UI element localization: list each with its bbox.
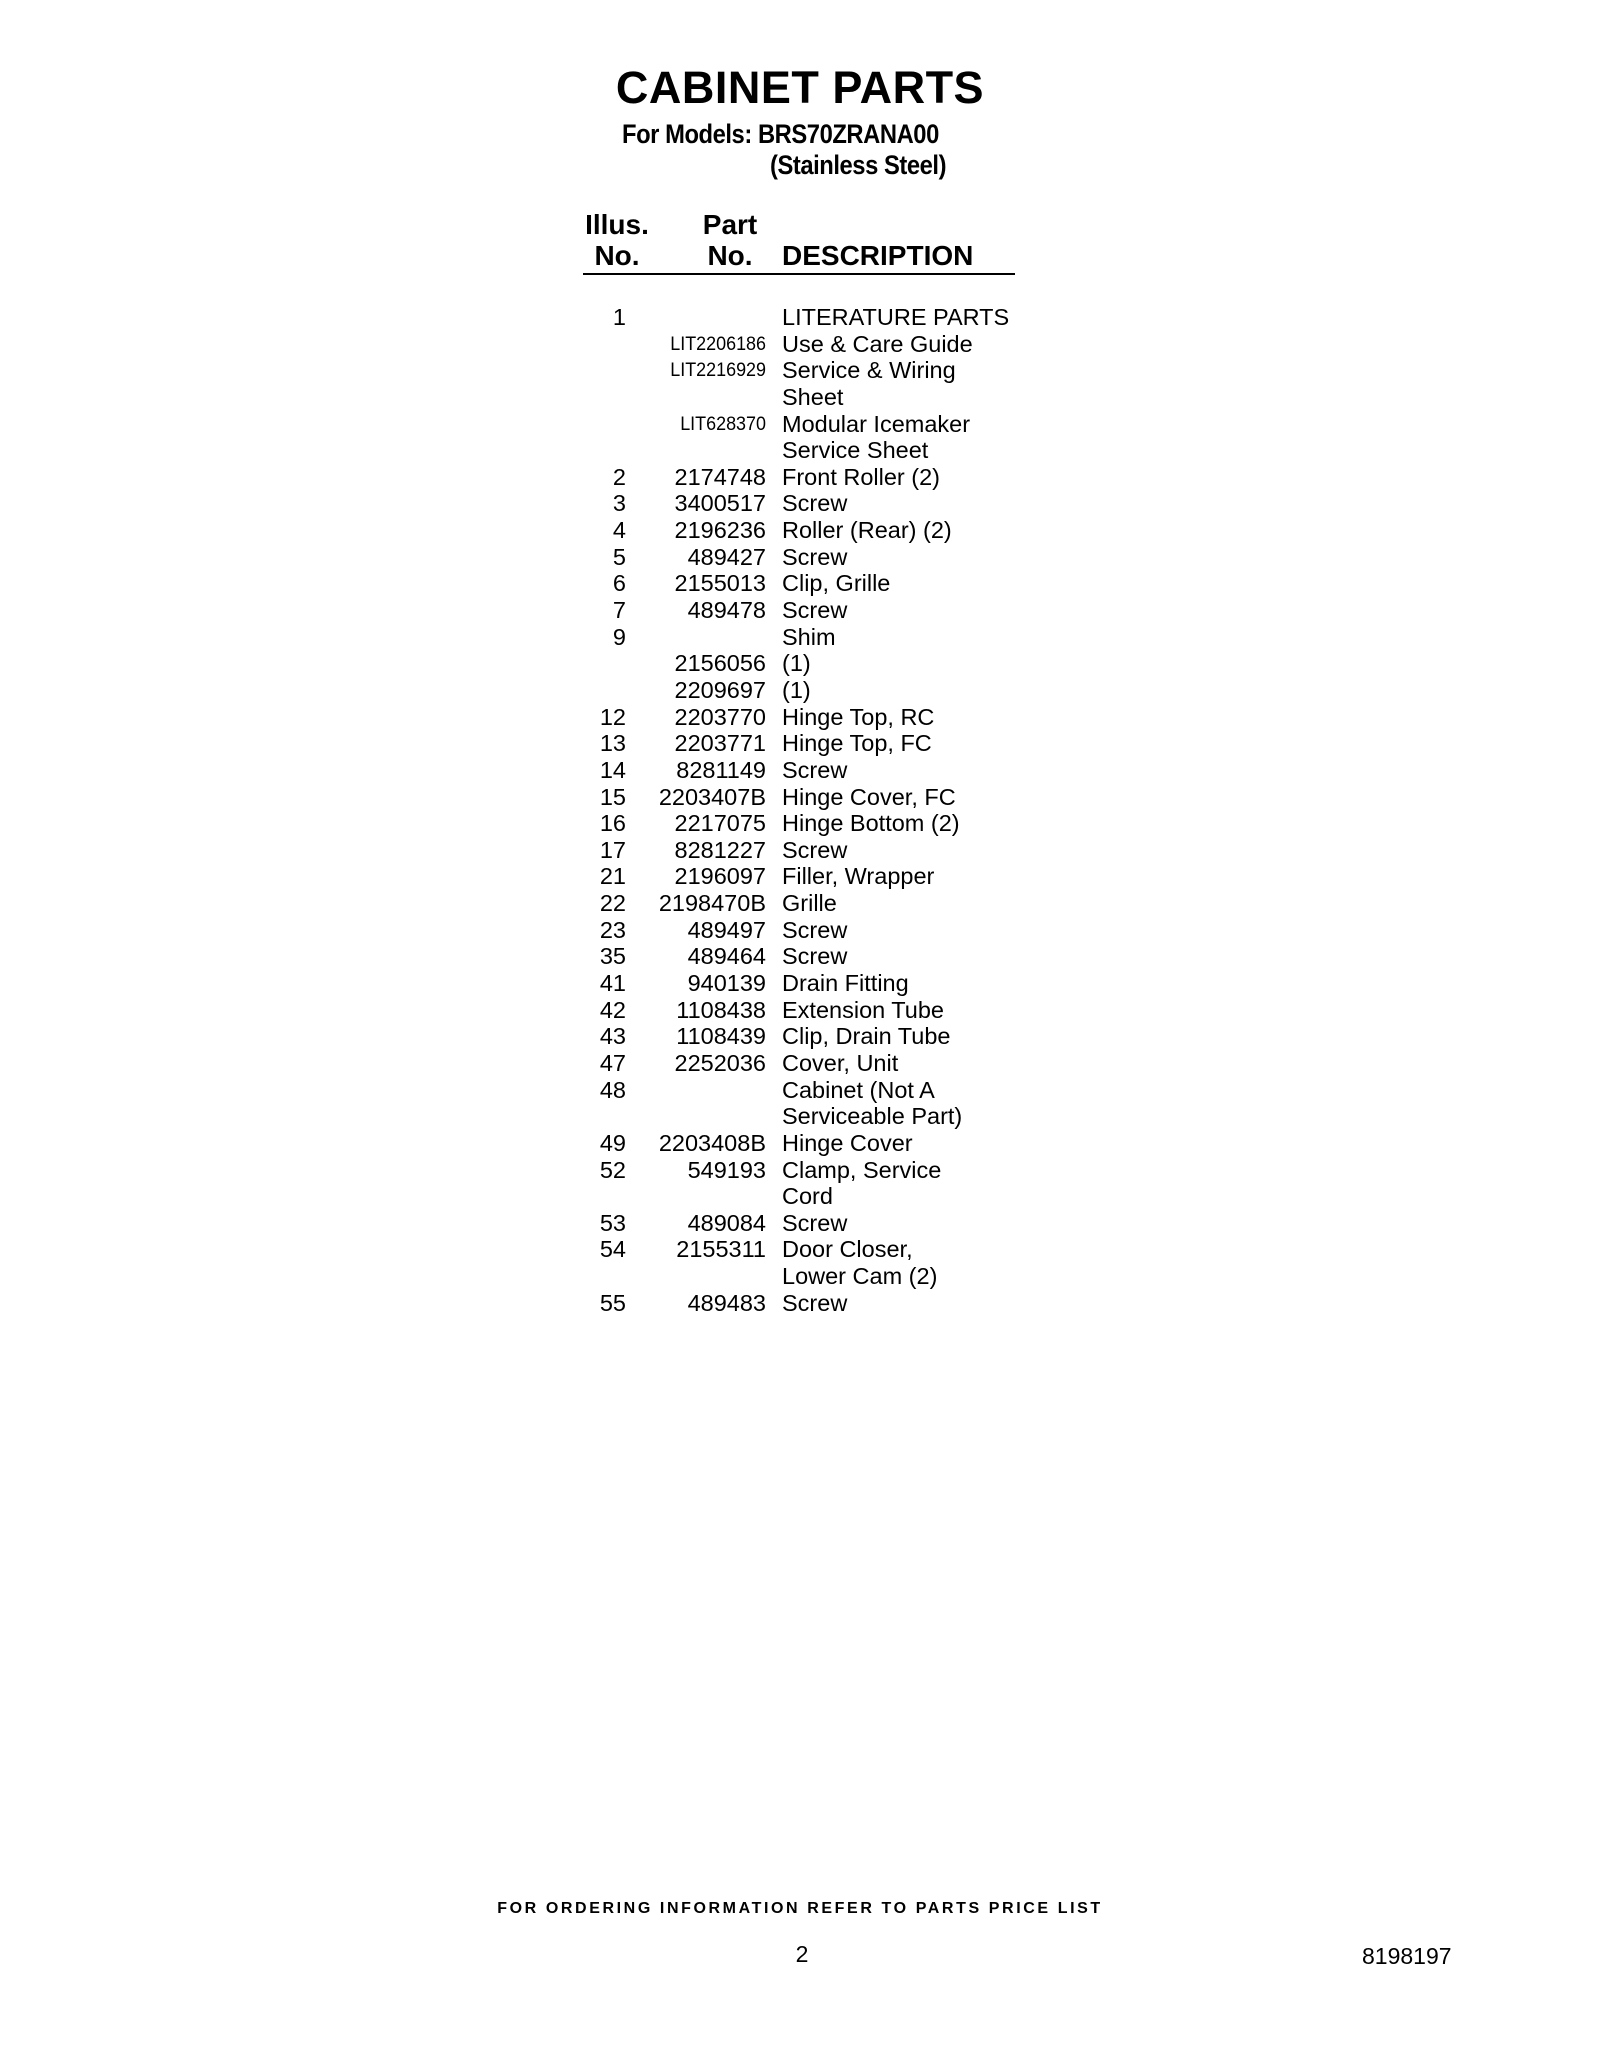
part-number: 2174748 [674,463,766,490]
parts-row [0,1077,1600,1104]
illus-number: 6 [612,570,626,597]
part-description: Screw [782,597,848,624]
part-description: LITERATURE PARTS [782,304,1010,330]
part-description: Screw [782,836,848,863]
illus-number: 4 [612,517,626,544]
part-description: Screw [782,756,848,783]
part-description: Shim [782,623,836,650]
parts-row [0,544,1600,571]
part-description: Screw [782,1289,848,1316]
part-number: LIT628370 [680,412,766,435]
part-description: Clip, Grille [782,570,891,597]
part-description: Screw [782,943,848,970]
illus-number: 7 [612,597,626,624]
illus-number: 22 [599,890,626,917]
part-number: 2156056 [674,650,766,677]
parts-row [0,784,1600,811]
part-number: 2209697 [674,676,766,703]
parts-row [0,837,1600,864]
parts-row [0,517,1600,544]
part-description: Cabinet (Not A [782,1076,935,1103]
parts-row [0,917,1600,944]
illus-number: 53 [599,1209,626,1236]
part-number: 549193 [687,1156,766,1183]
parts-row [0,304,1600,331]
part-number: 489497 [687,916,766,943]
part-description: Use & Care Guide [782,330,973,357]
parts-row [0,437,1600,464]
illus-number: 48 [599,1076,626,1103]
page-title: CABINET PARTS [615,62,985,113]
illus-number: 17 [599,836,626,863]
parts-row [0,624,1600,651]
part-description: Hinge Cover [782,1129,913,1156]
parts-row [0,490,1600,517]
part-description: Lower Cam (2) [782,1263,938,1290]
part-number: 2196097 [674,863,766,890]
parts-row [0,677,1600,704]
part-description: Screw [782,1209,848,1236]
models-line: For Models: BRS70ZRANA00 [622,119,939,149]
part-description: Service & Wiring [782,357,956,384]
parts-row [0,464,1600,491]
part-no-header [675,209,785,271]
illus-number: 21 [599,863,626,890]
part-number: 489084 [687,1209,766,1236]
part-number: 489427 [687,543,766,570]
part-number: 8281149 [676,756,766,783]
part-number: 1108438 [676,996,766,1023]
illus-number: 55 [599,1289,626,1316]
part-description: Drain Fitting [782,970,909,997]
part-description: Front Roller (2) [782,463,941,490]
parts-row [0,1103,1600,1130]
part-description: (1) [782,650,811,677]
part-description: Screw [782,543,848,570]
parts-row [0,357,1600,384]
part-description: Sheet [782,383,844,410]
parts-row [0,1130,1600,1157]
parts-row [0,970,1600,997]
part-number: 2203771 [674,730,766,757]
part-number: 2203407B [658,783,766,810]
parts-row [0,411,1600,438]
part-description: Clip, Drain Tube [782,1023,951,1050]
illus-header-line1: Illus. [585,209,649,240]
part-description: Filler, Wrapper [782,863,935,890]
parts-row [0,890,1600,917]
part-description: Screw [782,916,848,943]
part-number: 2252036 [674,1049,766,1076]
illus-number: 12 [599,703,626,730]
part-header-line1: Part [702,209,758,240]
parts-row [0,331,1600,358]
part-number: 1108439 [676,1023,766,1050]
parts-row [0,997,1600,1024]
part-description: Door Closer, [782,1236,913,1263]
parts-list [0,304,1600,1316]
part-description: Extension Tube [782,996,944,1023]
parts-row [0,943,1600,970]
illus-number: 9 [612,623,626,650]
illus-number: 41 [599,970,626,997]
part-number: 2196236 [674,517,766,544]
parts-row [0,1263,1600,1290]
part-number: 2155013 [674,570,766,597]
part-number: 2198470B [658,890,766,917]
part-number: 489478 [687,597,766,624]
part-description: Hinge Top, RC [782,703,935,730]
parts-row [0,650,1600,677]
models-finish: (Stainless Steel) [770,150,947,180]
illus-number: 23 [599,916,626,943]
part-description: Cord [782,1183,833,1210]
part-number: 940139 [687,970,766,997]
parts-row [0,1157,1600,1184]
part-number: 489464 [687,943,766,970]
illus-no-header [582,209,652,271]
part-description: Hinge Top, FC [782,730,932,757]
part-number: 8281227 [674,836,766,863]
illus-number: 3 [612,490,626,517]
parts-row [0,1023,1600,1050]
part-description: Modular Icemaker [782,410,971,437]
part-header-line2: No. [707,240,753,271]
part-number: LIT2206186 [670,332,766,355]
parts-row [0,757,1600,784]
parts-row [0,863,1600,890]
document-number: 8198197 [1362,1943,1452,1969]
illus-number: 35 [599,943,626,970]
parts-row [0,810,1600,837]
illus-number: 49 [599,1129,626,1156]
ordering-note: FOR ORDERING INFORMATION REFER TO PARTS PRICE LIST [497,1900,1103,1917]
parts-row [0,1210,1600,1237]
parts-row [0,1236,1600,1263]
part-number: 2155311 [676,1236,766,1263]
part-number: 2203770 [674,703,766,730]
parts-row [0,730,1600,757]
parts-row [0,704,1600,731]
illus-number: 43 [599,1023,626,1050]
part-description: Screw [782,490,848,517]
part-description: Clamp, Service [782,1156,942,1183]
part-description: Service Sheet [782,437,929,464]
illus-number: 15 [599,783,626,810]
parts-row [0,597,1600,624]
page-number: 2 [795,1941,809,1967]
illus-header-line2: No. [594,240,640,271]
illus-number: 42 [599,996,626,1023]
parts-row [0,384,1600,411]
part-number: 2203408B [658,1129,766,1156]
illus-number: 5 [612,543,626,570]
part-number: 2217075 [674,810,766,837]
illus-number: 2 [612,463,626,490]
illus-number: 14 [599,756,626,783]
parts-row [0,570,1600,597]
illus-number: 1 [612,304,626,330]
part-description: (1) [782,676,811,703]
part-number: 3400517 [674,490,766,517]
part-description: Roller (Rear) (2) [782,517,952,544]
parts-row [0,1183,1600,1210]
illus-number: 52 [599,1156,626,1183]
part-description: Serviceable Part) [782,1103,963,1130]
parts-row [0,1290,1600,1317]
part-number: 489483 [687,1289,766,1316]
illus-number: 47 [599,1049,626,1076]
part-number: LIT2216929 [670,359,766,382]
part-description: Hinge Bottom (2) [782,810,960,837]
part-description: Hinge Cover, FC [782,783,956,810]
illus-number: 16 [599,810,626,837]
illus-number: 13 [599,730,626,757]
header-rule [583,273,1015,275]
part-description: Cover, Unit [782,1049,899,1076]
parts-row [0,1050,1600,1077]
illus-number: 54 [599,1236,626,1263]
description-header: DESCRIPTION [782,240,974,271]
part-description: Grille [782,890,837,917]
